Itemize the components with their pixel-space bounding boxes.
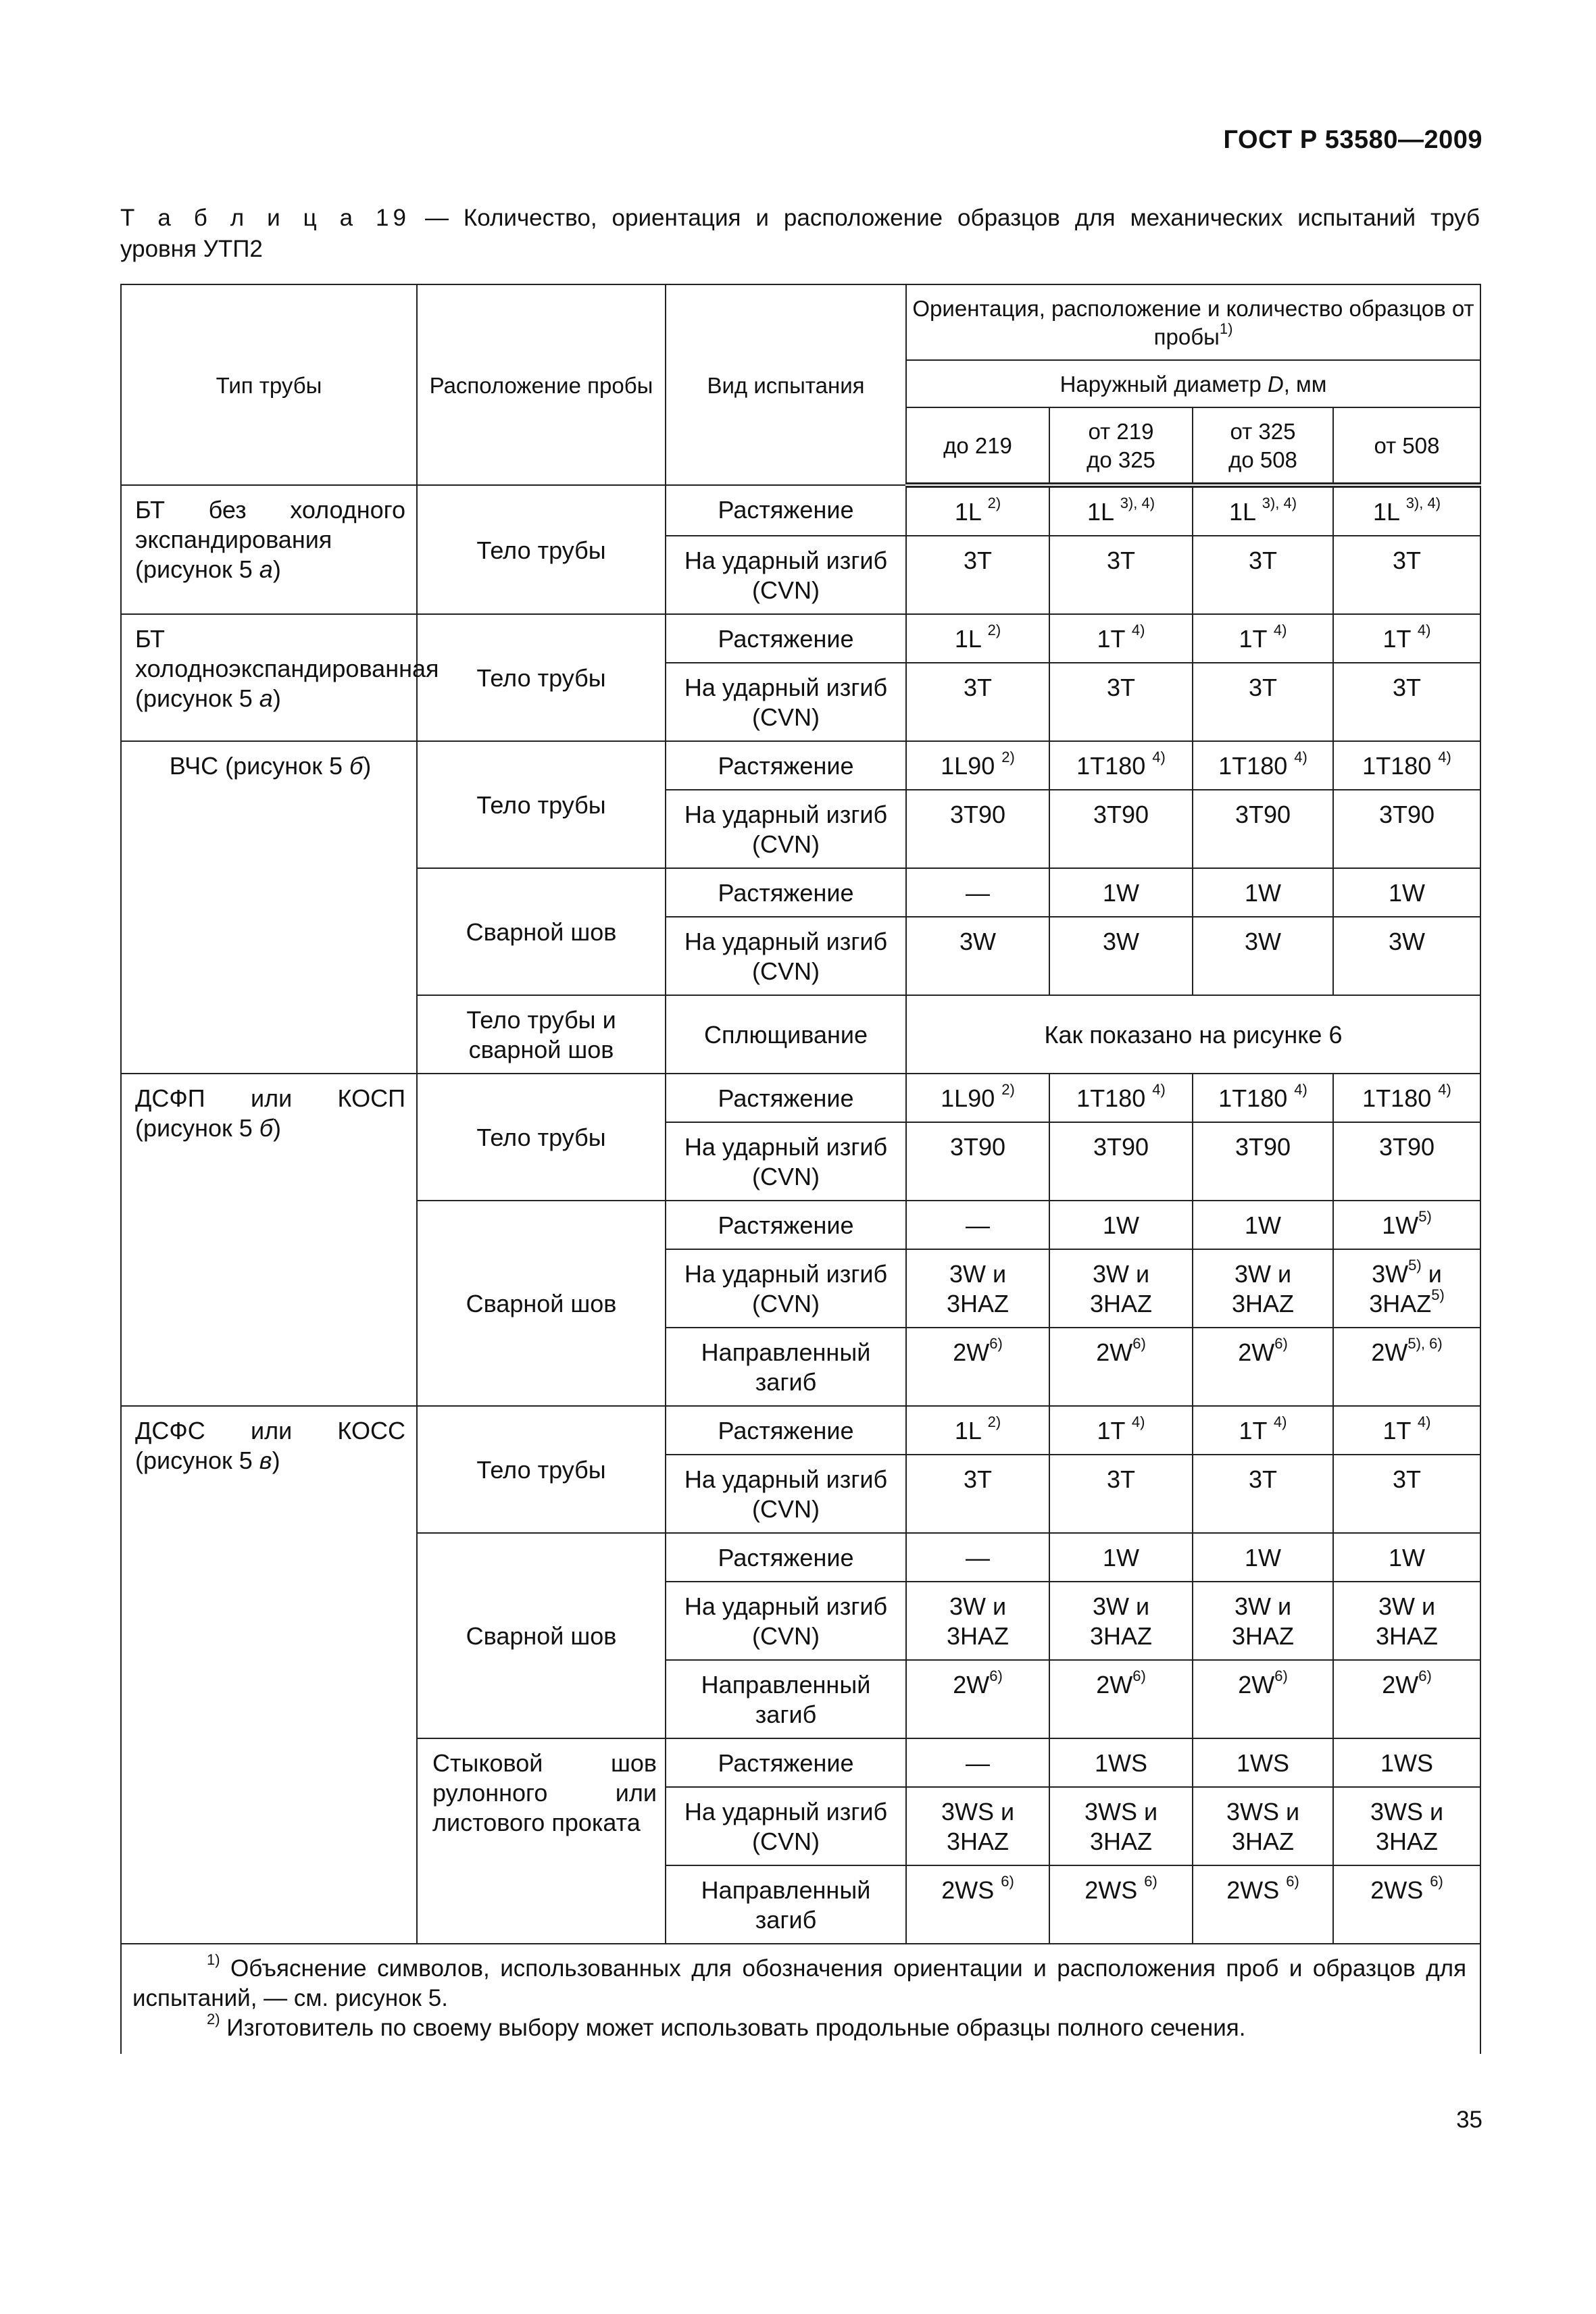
value-cell: [1333, 741, 1480, 790]
footnote-mark: 2): [207, 2011, 220, 2028]
value: 1L: [954, 498, 981, 526]
value-cell: [1049, 1787, 1193, 1865]
test-name: На ударный изгиб: [684, 674, 888, 701]
orientation-text: Ориентация, расположение и количество образцов от пробы: [912, 296, 1474, 349]
pipe-type-text: ДСФП или КОСП (рисунок 5: [135, 1084, 405, 1142]
pipe-type-close: ): [272, 684, 281, 712]
value-cell: 3T90: [1193, 1122, 1333, 1201]
pipe-type-fig: а: [259, 684, 273, 712]
value-cell: 3T90: [1049, 790, 1193, 868]
value-cell: [1049, 614, 1193, 663]
table-label: Т а б л и ц а 19: [120, 205, 410, 231]
value-cell: —: [906, 1201, 1049, 1249]
test-code: (CVN): [752, 957, 820, 985]
value-cell: 1WS: [1049, 1738, 1193, 1787]
value: 1T180: [1076, 752, 1146, 780]
d3-to: до 508: [1228, 447, 1297, 472]
value: 3HAZ: [1089, 1622, 1153, 1650]
value-cell: [1333, 1787, 1480, 1865]
value-cell: [906, 741, 1049, 790]
value-cell: [1049, 1660, 1193, 1738]
value: 1T: [1239, 1417, 1267, 1444]
value-cell: [906, 1787, 1049, 1865]
table-row: [121, 614, 1480, 663]
value-cell: [1193, 1074, 1333, 1122]
footnote-ref: 4): [1131, 622, 1145, 638]
table-row: [121, 1074, 1480, 1122]
value-cell: [906, 1249, 1049, 1328]
header-d3: [1193, 407, 1333, 485]
value: 1L: [954, 1417, 981, 1444]
test-cell: [666, 1660, 906, 1738]
value-cell: 3T: [1193, 1455, 1333, 1533]
footnote-ref: 2): [987, 622, 1001, 638]
value-cell: 3T: [1193, 536, 1333, 614]
value: 1T180: [1362, 752, 1432, 780]
header-row-1: [121, 284, 1480, 360]
value-cell: —: [906, 1533, 1049, 1582]
value-cell: 3T: [1049, 663, 1193, 741]
diameter-symbol: D: [1267, 372, 1284, 397]
value-cell: [1193, 1249, 1333, 1328]
footnote-ref: 4): [1438, 1081, 1451, 1098]
value: 3HAZ: [946, 1290, 1009, 1317]
value-cell: 3T90: [1333, 1122, 1480, 1201]
value-cell: [1333, 614, 1480, 663]
test-cell: [666, 1582, 906, 1660]
value: 1T180: [1218, 752, 1288, 780]
value: 3HAZ: [1369, 1290, 1432, 1317]
footnote-ref: 5): [1408, 1257, 1422, 1274]
footnote-ref: 2): [987, 1413, 1001, 1430]
footnote-ref: 3), 4): [1120, 495, 1155, 511]
value-cell: 3T90: [1333, 790, 1480, 868]
value: 3W и: [949, 1592, 1007, 1620]
test-name: На ударный изгиб: [684, 1133, 888, 1161]
footnote-ref: 6): [1132, 1335, 1146, 1352]
pipe-type-close: ): [363, 752, 372, 780]
value: 1W: [1382, 1211, 1419, 1239]
value: 3HAZ: [1231, 1828, 1295, 1855]
value-cell: 3T: [1049, 1455, 1193, 1533]
test-code: (CVN): [752, 576, 820, 604]
value: 2WS: [1084, 1876, 1138, 1904]
value-cell: [1193, 485, 1333, 536]
value: 3HAZ: [1231, 1290, 1295, 1317]
test-name: загиб: [755, 1701, 817, 1728]
value-cell: 1W: [1049, 1533, 1193, 1582]
value-cell: 1W: [1333, 868, 1480, 917]
test-cell: [666, 1455, 906, 1533]
value-cell: [1193, 614, 1333, 663]
test-code: (CVN): [752, 1828, 820, 1855]
value-cell: [1193, 1660, 1333, 1738]
footnote-ref: 4): [1131, 1413, 1145, 1430]
value: 3W и: [1234, 1592, 1292, 1620]
value-cell: [1049, 741, 1193, 790]
value: 1T180: [1362, 1084, 1432, 1112]
table-caption: [120, 203, 1480, 265]
value: 3HAZ: [946, 1622, 1009, 1650]
value-cell: [1193, 1406, 1333, 1455]
footnote-ref: 5): [1431, 1286, 1445, 1303]
footnote-ref: 6): [1286, 1873, 1299, 1890]
value-cell: 3W: [906, 917, 1049, 995]
test-name: На ударный изгиб: [684, 928, 888, 955]
diameter-unit: , мм: [1283, 372, 1327, 397]
pipe-type-fig: б: [259, 1114, 274, 1142]
footnote-ref: 4): [1152, 749, 1166, 765]
value: 1L: [1087, 498, 1114, 526]
test-cell: [666, 663, 906, 741]
value: 3WS и: [1226, 1798, 1300, 1826]
value: 1T180: [1076, 1084, 1146, 1112]
value-cell: [906, 1582, 1049, 1660]
test-cell: Растяжение: [666, 614, 906, 663]
value-cell: 3T: [1333, 1455, 1480, 1533]
value: 3WS и: [941, 1798, 1015, 1826]
test-cell: [666, 1249, 906, 1328]
header-pipe-type: Тип трубы: [121, 284, 417, 485]
location-cell: Тело трубы: [417, 741, 666, 868]
footnote-ref: 4): [1152, 1081, 1166, 1098]
location-line: Тело трубы и: [466, 1006, 616, 1034]
pipe-type-cell: [121, 485, 417, 614]
value-cell: 1W: [1193, 1533, 1333, 1582]
value-cell: [1049, 1582, 1193, 1660]
location-cell: Сварной шов: [417, 1533, 666, 1738]
value: 2W: [1371, 1338, 1408, 1366]
value: 3WS и: [1370, 1798, 1444, 1826]
footnote-ref: 6): [1274, 1667, 1288, 1684]
table-row: [121, 1406, 1480, 1455]
value: 2WS: [1370, 1876, 1424, 1904]
location-line: сварной шов: [468, 1036, 614, 1063]
d2-from: от 219: [1088, 419, 1154, 444]
value: 2WS: [1226, 1876, 1280, 1904]
footnote-ref: 4): [1273, 622, 1287, 638]
test-cell: Растяжение: [666, 1533, 906, 1582]
test-cell: Растяжение: [666, 1738, 906, 1787]
d2-to: до 325: [1087, 447, 1155, 472]
value-cell: 3W: [1193, 917, 1333, 995]
value-cell: [1333, 1406, 1480, 1455]
value: 2W: [1096, 1671, 1133, 1699]
value-cell: [906, 1406, 1049, 1455]
value-cell: 3T90: [906, 1122, 1049, 1201]
footnote-ref: 5): [1418, 1208, 1432, 1225]
test-code: (CVN): [752, 1290, 820, 1317]
value-cell: [1193, 1582, 1333, 1660]
value-cell: [1049, 1328, 1193, 1406]
pipe-type-text: БТ холодноэкспандированная (рисунок 5: [135, 625, 439, 712]
value: 3WS и: [1084, 1798, 1158, 1826]
pipe-type-fig: в: [259, 1447, 272, 1474]
flattening-note: Как показано на рисунке 6: [906, 995, 1480, 1074]
location-cell: Тело трубы: [417, 1406, 666, 1533]
value: 2W: [953, 1338, 990, 1366]
footnote-text: Объяснение символов, использованных для обозначения ориентации и расположения проб и образцов для испытаний, — см. рисунок 5.: [132, 1955, 1467, 2011]
test-name: Направленный: [701, 1671, 871, 1699]
value-cell: 1W: [1049, 1201, 1193, 1249]
location-cell: Тело трубы: [417, 1074, 666, 1201]
value: 1L: [1372, 498, 1399, 526]
value: 3W и: [1092, 1592, 1150, 1620]
d3-from: от 325: [1230, 419, 1296, 444]
value-cell: [1333, 1865, 1480, 1944]
footnote-2: [132, 2013, 1466, 2043]
value-cell: 3T90: [906, 790, 1049, 868]
value: 2W: [1238, 1671, 1275, 1699]
footnote-mark: 1): [207, 1951, 220, 1968]
footnote-ref: 4): [1417, 1413, 1431, 1430]
value-cell: 1W: [1333, 1533, 1480, 1582]
test-name: На ударный изгиб: [684, 1465, 888, 1493]
value: 2W: [953, 1671, 990, 1699]
test-cell: [666, 536, 906, 614]
footnote-ref: 4): [1417, 622, 1431, 638]
value-cell: 1WS: [1193, 1738, 1333, 1787]
value: 1L: [1228, 498, 1255, 526]
value-cell: 1WS: [1333, 1738, 1480, 1787]
test-code: (CVN): [752, 703, 820, 731]
footnote-ref: 6): [1144, 1873, 1157, 1890]
diameter-label: Наружный диаметр: [1059, 372, 1268, 397]
value-cell: [1049, 485, 1193, 536]
value: 1T: [1097, 625, 1125, 653]
test-cell: Растяжение: [666, 868, 906, 917]
value: 3HAZ: [1089, 1290, 1153, 1317]
value: 3W: [1372, 1260, 1409, 1288]
test-cell: [666, 1787, 906, 1865]
value-cell: 1W: [1193, 868, 1333, 917]
footnote-ref: 3), 4): [1262, 495, 1297, 511]
test-cell: [666, 1122, 906, 1201]
test-name: На ударный изгиб: [684, 801, 888, 828]
value-cell: [1333, 1328, 1480, 1406]
test-name: На ударный изгиб: [684, 1592, 888, 1620]
value: 2W: [1238, 1338, 1275, 1366]
value-cell: 3T: [1049, 536, 1193, 614]
test-cell: Растяжение: [666, 1201, 906, 1249]
value-cell: 1W: [1049, 868, 1193, 917]
table-title-cont: уровня УТП2: [120, 236, 263, 262]
value-cell: [1193, 741, 1333, 790]
value-cell: [1049, 1406, 1193, 1455]
location-cell: Стыковой шов рулонного или листового проката: [417, 1738, 666, 1944]
footnote-ref: 6): [989, 1335, 1003, 1352]
footnote-ref: 4): [1294, 749, 1307, 765]
standard-designation: ГОСТ Р 53580—2009: [1223, 126, 1482, 154]
table-row: [121, 485, 1480, 536]
test-cell: [666, 1865, 906, 1944]
value-cell: [1193, 1865, 1333, 1944]
value: 1T180: [1218, 1084, 1288, 1112]
value-cell: [1049, 1074, 1193, 1122]
test-name: На ударный изгиб: [684, 547, 888, 574]
footnote-text: Изготовитель по своему выбору может использовать продольные образцы полного сечения.: [220, 2015, 1246, 2041]
value: 3HAZ: [1375, 1622, 1439, 1650]
footnote-ref: 6): [1274, 1335, 1288, 1352]
pipe-type-cell: [121, 1406, 417, 1944]
location-cell: Тело трубы: [417, 614, 666, 741]
value-cell: [1193, 1787, 1333, 1865]
value: 1L90: [941, 1084, 995, 1112]
table-row: [121, 741, 1480, 790]
pipe-type-text: ВЧС (рисунок 5: [169, 752, 349, 780]
footnote-1: [132, 1951, 1467, 2013]
value: 1T: [1382, 1417, 1411, 1444]
value-cell: [1333, 1249, 1480, 1328]
value: 2W: [1096, 1338, 1133, 1366]
value: 1T: [1097, 1417, 1125, 1444]
value-cell: 3T: [1333, 663, 1480, 741]
location-cell: [417, 995, 666, 1074]
value-cell: [1049, 1865, 1193, 1944]
value-cell: [1193, 1328, 1333, 1406]
test-code: (CVN): [752, 1495, 820, 1523]
value: 1T: [1382, 625, 1411, 653]
value: 3W и: [1378, 1592, 1436, 1620]
location-cell: Тело трубы: [417, 485, 666, 614]
pipe-type-fig: а: [259, 555, 273, 583]
value-cell: [1333, 1660, 1480, 1738]
value-cell: —: [906, 1738, 1049, 1787]
footnote-ref: 6): [1418, 1667, 1432, 1684]
value-cell: 3T: [906, 1455, 1049, 1533]
value-cell: 3T: [1333, 536, 1480, 614]
location-cell: Сварной шов: [417, 1201, 666, 1406]
footnote-ref: 2): [1001, 1081, 1015, 1098]
footnotes: [121, 1944, 1480, 2054]
header-orientation: [906, 284, 1480, 360]
test-cell: [666, 1328, 906, 1406]
value: 2WS: [941, 1876, 995, 1904]
pipe-type-close: ): [272, 555, 281, 583]
footnote-ref: 6): [1430, 1873, 1443, 1890]
table-title: — Количество, ориентация и расположение образцов для механических испытаний труб: [409, 205, 1480, 231]
value-cell: 3T: [1193, 663, 1333, 741]
value-cell: [906, 614, 1049, 663]
footnote-ref: 2): [1001, 749, 1015, 765]
value-cell: —: [906, 868, 1049, 917]
header-d4: от 508: [1333, 407, 1480, 485]
pipe-type-cell: [121, 1074, 417, 1406]
value-cell: [1333, 1074, 1480, 1122]
value-cell: 3W: [1049, 917, 1193, 995]
value: 3HAZ: [946, 1828, 1009, 1855]
value-cell: [1333, 1582, 1480, 1660]
value-cell: [1333, 485, 1480, 536]
header-test-type: Вид испытания: [666, 284, 906, 485]
footnote-ref: 5), 6): [1407, 1335, 1443, 1352]
test-cell: Растяжение: [666, 1074, 906, 1122]
value: 3HAZ: [1375, 1828, 1439, 1855]
value-cell: 1W: [1193, 1201, 1333, 1249]
value: 1L90: [941, 752, 995, 780]
header-outer-diameter: [906, 360, 1480, 407]
location-cell: Сварной шов: [417, 868, 666, 995]
footnote-ref: 4): [1294, 1081, 1307, 1098]
test-code: (CVN): [752, 1622, 820, 1650]
pipe-type-fig: б: [349, 752, 364, 780]
footnotes-row: [121, 1944, 1480, 2054]
pipe-type-close: ): [273, 1114, 282, 1142]
test-name: загиб: [755, 1368, 817, 1396]
test-name: На ударный изгиб: [684, 1798, 888, 1826]
value-cell: [1049, 1249, 1193, 1328]
test-code: (CVN): [752, 830, 820, 858]
test-name: На ударный изгиб: [684, 1260, 888, 1288]
footnote-ref: 4): [1438, 749, 1451, 765]
value-cell: 3T: [906, 536, 1049, 614]
value-cell: [906, 1660, 1049, 1738]
value-cell: 3W: [1333, 917, 1480, 995]
test-cell: [666, 917, 906, 995]
value-cell: 3T: [906, 663, 1049, 741]
value: 1T: [1239, 625, 1267, 653]
value: 3W и: [1234, 1260, 1292, 1288]
value-cell: [906, 1865, 1049, 1944]
test-cell: Сплющивание: [666, 995, 906, 1074]
value-cell: [906, 1328, 1049, 1406]
test-cell: Растяжение: [666, 1406, 906, 1455]
header-d1: до 219: [906, 407, 1049, 485]
test-name: Направленный: [701, 1876, 871, 1904]
value-cell: [906, 485, 1049, 536]
header-d2: [1049, 407, 1193, 485]
footnote-ref: 6): [1001, 1873, 1014, 1890]
value: 3W и: [949, 1260, 1007, 1288]
specimen-table: [120, 284, 1481, 2054]
value: 3W и: [1092, 1260, 1150, 1288]
value-cell: 3T90: [1193, 790, 1333, 868]
value-cell: [906, 1074, 1049, 1122]
header-sample-location: Расположение пробы: [417, 284, 666, 485]
footnote-ref: 2): [987, 495, 1001, 511]
pipe-type-close: ): [272, 1447, 280, 1474]
conjunction: и: [1421, 1260, 1442, 1288]
value-cell: [1333, 1201, 1480, 1249]
test-cell: Растяжение: [666, 741, 906, 790]
footnote-ref: 6): [1132, 1667, 1146, 1684]
pipe-type-text: ДСФС или КОСС (рисунок 5: [135, 1417, 405, 1474]
value: 2W: [1382, 1671, 1419, 1699]
value: 1L: [954, 625, 981, 653]
footnote-ref: 3), 4): [1405, 495, 1441, 511]
pipe-type-cell: [121, 614, 439, 741]
test-name: Направленный: [701, 1338, 871, 1366]
footnote-ref: 1): [1219, 320, 1233, 337]
value-cell: 3T90: [1049, 1122, 1193, 1201]
test-cell: Растяжение: [666, 485, 906, 536]
test-cell: [666, 790, 906, 868]
value: 3HAZ: [1089, 1828, 1153, 1855]
page-number: 35: [1456, 2107, 1482, 2133]
pipe-type-cell: [121, 741, 417, 1074]
value: 3HAZ: [1231, 1622, 1295, 1650]
footnote-ref: 6): [989, 1667, 1003, 1684]
test-code: (CVN): [752, 1163, 820, 1190]
footnote-ref: 4): [1273, 1413, 1287, 1430]
test-name: загиб: [755, 1906, 817, 1934]
pipe-type-text: БТ без холодного экспандирования (рисунок 5: [135, 496, 405, 583]
